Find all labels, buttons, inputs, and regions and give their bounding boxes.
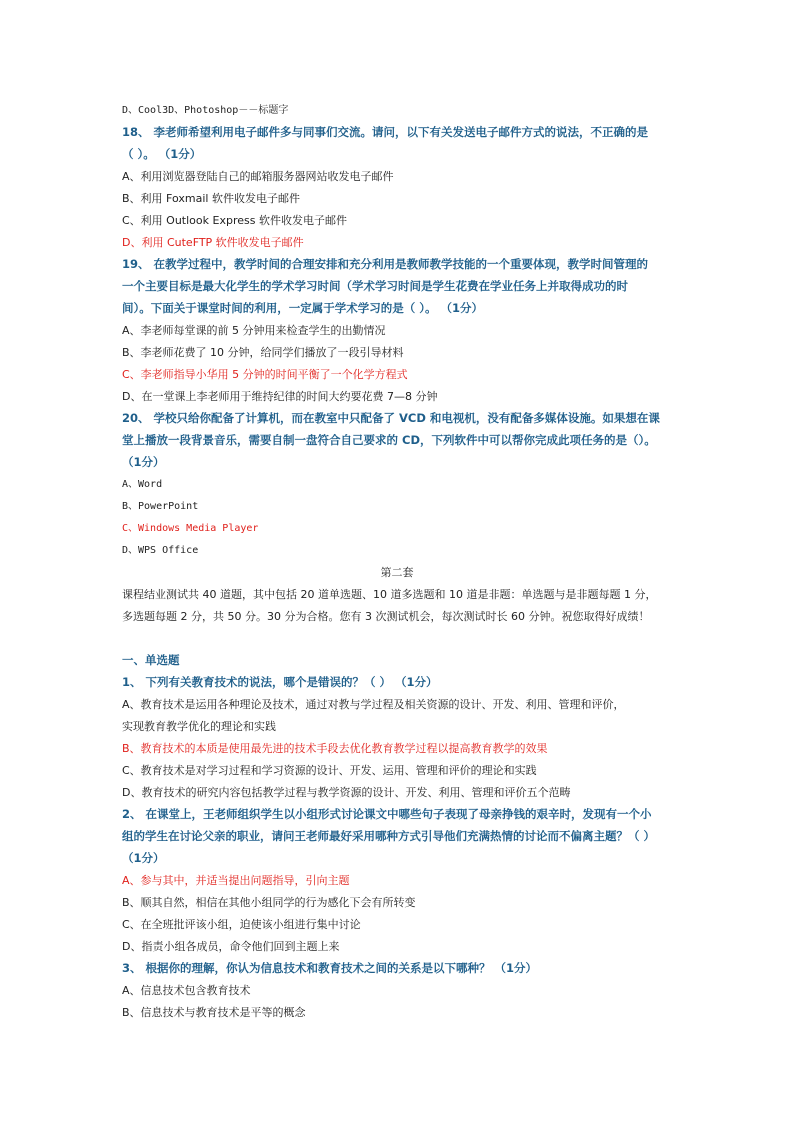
q20-stem-cont: 堂上播放一段背景音乐，需要自制一盘符合自己要求的 CD，下列软件中可以帮你完成此项任务的是（）。 <box>122 433 656 447</box>
q17-option-d: D、Cool3D、Photoshop－－标题字 <box>122 105 289 116</box>
q18-option-d-answer: D、利用 CuteFTP 软件收发电子邮件 <box>122 236 304 249</box>
s2-q1-option-d: D、教育技术的研究内容包括教学过程与教学资源的设计、开发、利用、管理和评价五个范畴 <box>122 786 571 799</box>
q19-option-a: A、李老师每堂课的前 5 分钟用来检查学生的出勤情况 <box>122 324 386 337</box>
q19-stem-cont2: 间）。下面关于课堂时间的利用，一定属于学术学习的是（ ）。 （1分） <box>122 301 484 315</box>
s2-q2-option-c: C、在全班批评该小组，迫使该小组进行集中讨论 <box>122 918 361 931</box>
s2-q1-stem: 1、 下列有关教育技术的说法，哪个是错误的？（ ） （1分） <box>122 675 438 689</box>
s2-q3-option-b: B、信息技术与教育技术是平等的概念 <box>122 1006 306 1019</box>
q18-option-b: B、利用 Foxmail 软件收发电子邮件 <box>122 192 300 205</box>
q19-option-b: B、李老师花费了 10 分钟，给同学们播放了一段引导材料 <box>122 346 404 359</box>
q20-option-b: B、PowerPoint <box>122 501 199 512</box>
q18-option-a: A、利用浏览器登陆自己的邮箱服务器网站收发电子邮件 <box>122 170 394 183</box>
s2-q2-option-a-answer: A、参与其中，并适当提出问题指导，引向主题 <box>122 874 350 887</box>
q19-stem: 19、 在教学过程中，教学时间的合理安排和充分利用是教师教学技能的一个重要体现，教学时间管理的 <box>122 257 649 271</box>
s2-q3-option-a: A、信息技术包含教育技术 <box>122 984 251 997</box>
intro-text-cont: 多选题每题 2 分，共 50 分。30 分为合格。您有 3 次测试机会，每次测试时长 60 分钟。祝您取得好成绩！ <box>122 610 650 623</box>
q18-stem-cont: （ ）。 （1分） <box>122 147 202 161</box>
s2-q2-stem-cont: 组的学生在讨论父亲的职业，请问王老师最好采用哪种方式引导他们充满热情的讨论而不偏离主题？（ ） <box>122 829 655 843</box>
q19-stem-cont: 一个主要目标是最大化学生的学术学习时间（学术学习时间是学生花费在学业任务上并取得成功的时 <box>122 279 628 293</box>
q20-option-d: D、WPS Office <box>122 545 199 556</box>
s2-q1-option-a-cont: 实现教育教学优化的理论和实践 <box>122 720 276 733</box>
s2-q1-option-b-answer: B、教育技术的本质是使用最先进的技术手段去优化教育教学过程以提高教育教学的效果 <box>122 742 548 755</box>
section-title: 第二套 <box>380 566 414 579</box>
q20-stem-cont2: （1分） <box>122 455 165 469</box>
q18-stem: 18、 李老师希望利用电子邮件多与同事们交流。请问，以下有关发送电子邮件方式的说法，不正确的是 <box>122 125 649 139</box>
q19-option-d: D、在一堂课上李老师用于维持纪律的时间大约要花费 7—8 分钟 <box>122 390 438 403</box>
q20-option-a: A、Word <box>122 479 163 490</box>
s2-q2-stem-cont2: （1分） <box>122 851 165 865</box>
q20-option-c-answer: C、Windows Media Player <box>122 523 259 534</box>
intro-text: 课程结业测试共 40 道题，其中包括 20 道单选题、10 道多选题和 10 道是非题：单选题与是非题每题 1 分， <box>122 588 657 601</box>
s2-q2-option-d: D、指责小组各成员，命令他们回到主题上来 <box>122 940 340 953</box>
s2-q1-option-a: A、教育技术是运用各种理论及技术，通过对教与学过程及相关资源的设计、开发、利用、管理和评价， <box>122 698 625 711</box>
q18-option-c: C、利用 Outlook Express 软件收发电子邮件 <box>122 214 347 227</box>
q19-option-c-answer: C、李老师指导小华用 5 分钟的时间平衡了一个化学方程式 <box>122 368 408 381</box>
s2-q3-stem: 3、 根据你的理解，你认为信息技术和教育技术之间的关系是以下哪种？ （1分） <box>122 961 538 975</box>
q20-stem: 20、 学校只给你配备了计算机，而在教室中只配备了 VCD 和电视机，没有配备多媒体设施。如果想在课 <box>122 411 660 425</box>
part-heading: 一、单选题 <box>122 653 180 667</box>
s2-q2-stem: 2、 在课堂上，王老师组织学生以小组形式讨论课文中哪些句子表现了母亲挣钱的艰辛时，发现有一个小 <box>122 807 652 821</box>
s2-q1-option-c: C、教育技术是对学习过程和学习资源的设计、开发、运用、管理和评价的理论和实践 <box>122 764 537 777</box>
s2-q2-option-b: B、顺其自然，相信在其他小组同学的行为感化下会有所转变 <box>122 896 416 909</box>
